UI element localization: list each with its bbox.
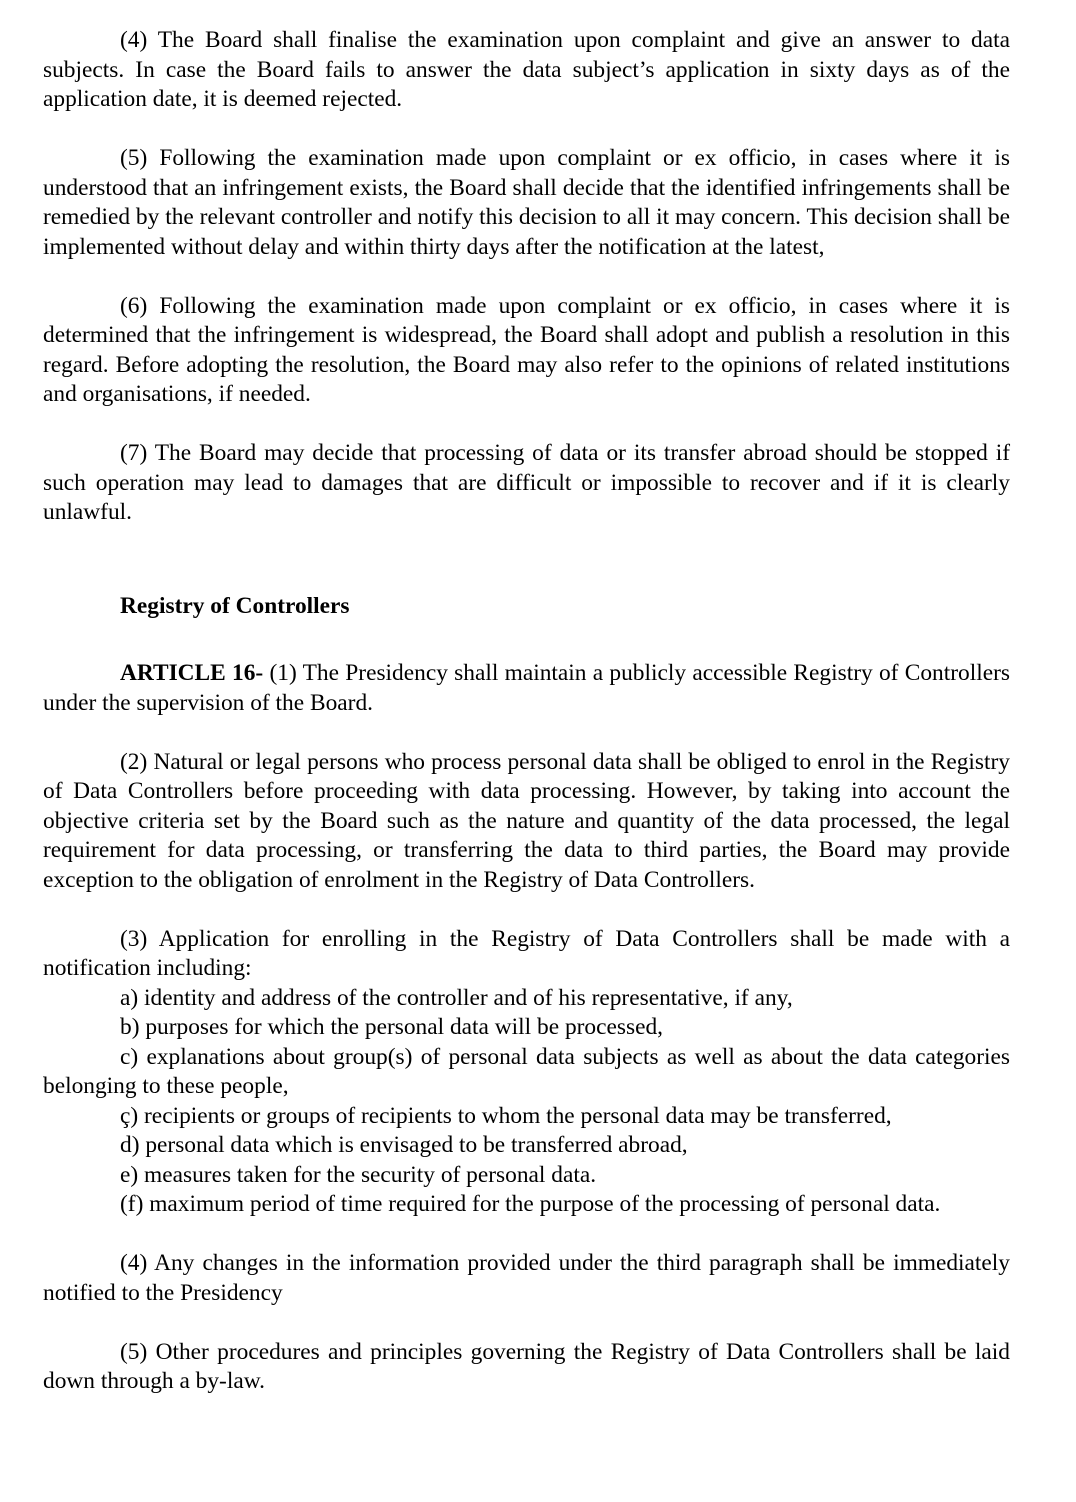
section-heading: Registry of Controllers xyxy=(120,592,350,619)
paragraph-15-7: (7) The Board may decide that processing of data or its transfer abroad should be stopped if such operation may lead to damages that are difficult or impossible to recover and if it is clearly unlawful. xyxy=(43,440,1010,525)
article-16-p1-text: (1) The Presidency shall maintain a publicly accessible Registry of Controllers under the supervision of the Board. xyxy=(43,660,1010,716)
paragraph-15-4: (4) The Board shall finalise the examination upon complaint and give an answer to data subjects. In case the Board fails to answer the data subject’s application in sixty days as of the application date, it is deemed rejected. xyxy=(43,27,1010,112)
list-item-f: (f) maximum period of time required for the purpose of the processing of personal data. xyxy=(120,1191,941,1217)
article-label: ARTICLE 16- xyxy=(120,660,264,686)
list-item-c: c) explanations about group(s) of personal data subjects as well as about the data categories belonging to these people, xyxy=(43,1043,1010,1099)
list-item-d: d) personal data which is envisaged to be transferred abroad, xyxy=(120,1132,688,1158)
article-16-paragraph-2: (2) Natural or legal persons who process personal data shall be obliged to enrol in the Registry of Data Controllers before proceeding with data processing. However, by taking into account the objective criteria set by the Board such as the nature and quantity of the data processed, the legal requirement for data processing, or transferring the data to third parties, the Board may provide exception to the obligation of enrolment in the Registry of Data Controllers. xyxy=(43,748,1010,893)
paragraph-15-6: (6) Following the examination made upon complaint or ex officio, in cases where it is determined that the infringement is widespread, the Board shall adopt and publish a resolution in this regard. Before adopting the resolution, the Board may also refer to the opinions of related institutions and organisations, if needed. xyxy=(43,292,1010,407)
article-16-paragraph-3-intro: (3) Application for enrolling in the Registry of Data Controllers shall be made with a notification including: xyxy=(43,925,1010,981)
paragraph-15-5: (5) Following the examination made upon complaint or ex officio, in cases where it is understood that an infringement exists, the Board shall decide that the identified infringements shall be remedied by the relevant controller and notify this decision to all it may concern. This decision shall be implemented without delay and within thirty days after the notification at the latest, xyxy=(43,145,1010,260)
article-16-paragraph-3-list xyxy=(43,984,1010,1220)
list-item-a: a) identity and address of the controller and of his representative, if any, xyxy=(120,984,793,1011)
list-item-e: e) measures taken for the security of personal data. xyxy=(120,1161,597,1188)
article-16-paragraph-5: (5) Other procedures and principles governing the Registry of Data Controllers shall be laid down through a by-law. xyxy=(43,1338,1010,1394)
article-16-paragraph-4: (4) Any changes in the information provided under the third paragraph shall be immediately notified to the Presidency xyxy=(43,1250,1010,1306)
list-item-b: b) purposes for which the personal data will be processed, xyxy=(120,1014,664,1040)
document-page xyxy=(43,26,1010,1397)
article-16-paragraph-1 xyxy=(43,659,1010,718)
list-item-c-cedilla: ç) recipients or groups of recipients to whom the personal data may be transferred, xyxy=(120,1102,892,1129)
